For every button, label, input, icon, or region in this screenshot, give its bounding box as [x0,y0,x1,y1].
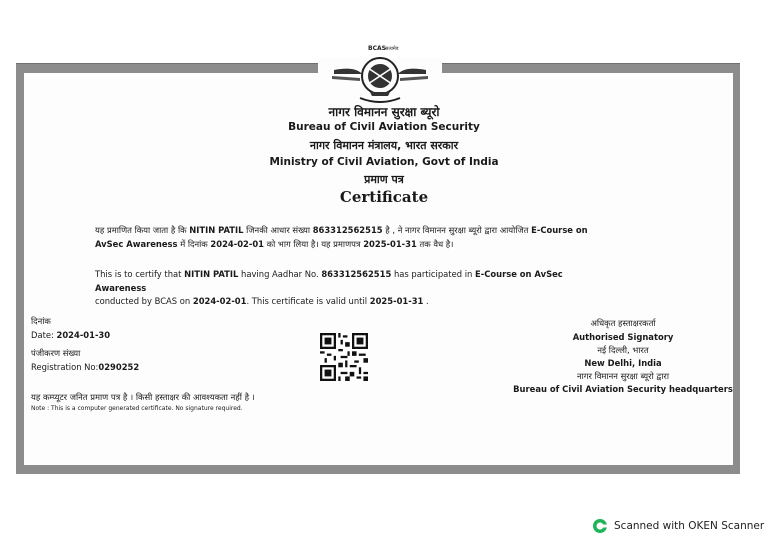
hindi-paragraph: यह प्रमाणित किया जाता है कि NITIN PATIL जिनकी आधार संख्या 863312562515 है , ने नागर विमानन सुरक्षा ब्यूरो द्वारा आयोजित E-Course on AvSec Awareness में दिनांक 2024-02-01 को भाग लिया है। यह प्रमाणपत्र 2025-01-31 तक वैध है। [95,225,588,249]
emblem-text-hi: सत्यमेव [385,46,399,52]
signatory-label: Authorised Signatory [572,332,674,342]
hq-hindi: नागर विमानन सुरक्षा ब्यूरो द्वारा [576,371,669,381]
org-name-english: Bureau of Civil Aviation Security [288,121,480,133]
english-paragraph: This is to certify that NITIN PATIL having Aadhar No. 863312562515 has participated in E-Course on AvSec Awareness conducted by BCAS on 2024-02-01. This certificate is valid until 2025-01-31 . [95,269,563,306]
aadhar-number: 863312562515 [321,269,392,279]
org-name-hindi: नागर विमानन सुरक्षा ब्यूरो [328,105,440,119]
issue-date: Date: 2024-01-30 [31,330,111,340]
location-hindi: नई दिल्ली, भारत [597,345,649,355]
scanner-label: Scanned with OKEN Scanner [614,520,765,532]
emblem-text: BCAS [368,45,386,52]
oken-scanner-logo-icon [592,518,608,534]
aadhar-number: 863312562515 [312,225,383,235]
registration-number: Registration No:0290252 [31,362,140,372]
scanner-watermark [592,518,764,534]
candidate-name: NITIN PATIL [184,269,239,279]
valid-until: 2025-01-31 [363,238,417,249]
location: New Delhi, India [584,358,662,368]
valid-until: 2025-01-31 [369,296,424,306]
participation-date: 2024-02-01 [210,238,264,249]
participation-date: 2024-02-01 [192,296,247,306]
bcas-emblem-icon [330,40,430,110]
certificate-title: Certificate [339,188,429,206]
qr-code-icon [320,333,368,381]
certificate-title-hindi: प्रमाण पत्र [364,173,404,186]
hq-english: Bureau of Civil Aviation Security headquarters [513,384,733,394]
candidate-name: NITIN PATIL [189,225,244,235]
signatory-label-hindi: अधिकृत हस्ताक्षरकर्ता [590,318,656,328]
note-hindi: यह कम्प्यूटर जनित प्रमाण पत्र है । किसी हस्ताक्षर की आवश्यकता नहीं है । [31,392,255,402]
registration-label-hindi: पंजीकरण संख्या [31,348,81,358]
note-english: Note : This is a computer generated certificate. No signature required. [31,405,243,412]
date-label-hindi: दिनांक [31,316,51,326]
ministry-hindi: नागर विमानन मंत्रालय, भारत सरकार [309,139,459,152]
ministry-english: Ministry of Civil Aviation, Govt of India [269,156,499,168]
course-name: E-Course on AvSec Awareness [95,269,563,293]
course-name: E-Course on AvSec Awareness [95,225,588,249]
